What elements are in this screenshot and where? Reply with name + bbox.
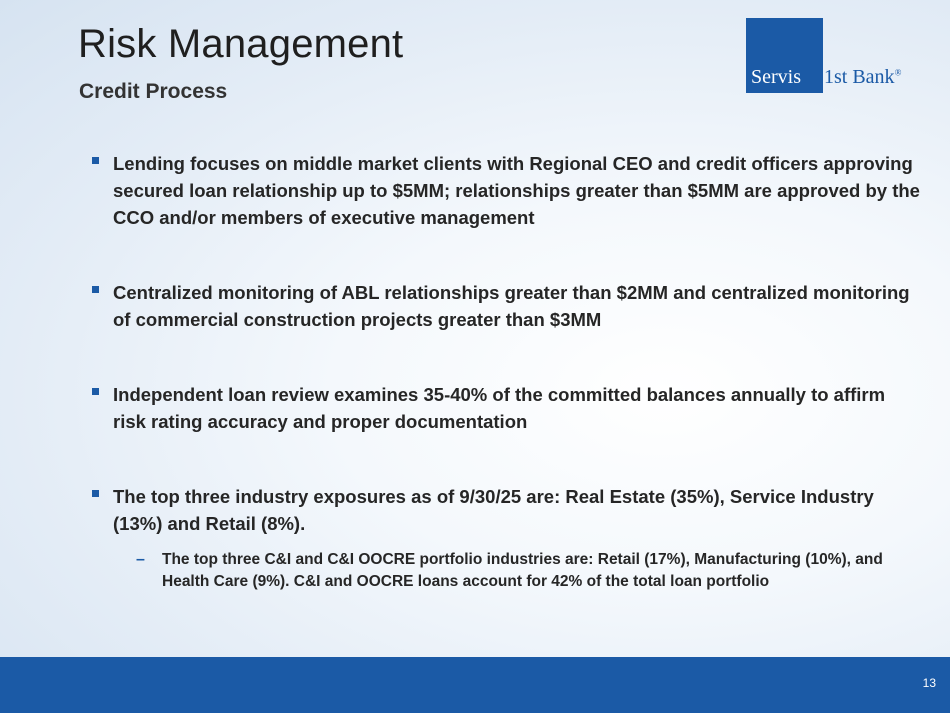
servisfirst-bank-logo [746, 18, 936, 93]
registered-mark: ® [894, 67, 902, 78]
bullet-item [92, 150, 922, 231]
bullet-text: Centralized monitoring of ABL relationships greater than $2MM and centralized monitoring of commercial construction projects greater than $3MM [113, 282, 910, 330]
bullet-item [92, 381, 922, 435]
bullet-text: Independent loan review examines 35-40% of the committed balances annually to affirm risk rating accuracy and proper documentation [113, 384, 886, 432]
square-bullet-icon [92, 388, 99, 395]
bullet-item [92, 483, 922, 537]
bullet-item [92, 279, 922, 333]
footer-bar [0, 657, 950, 713]
slide-subtitle: Credit Process [79, 80, 228, 103]
bullet-text: The top three industry exposures as of 9/30/25 are: Real Estate (35%), Service Industry (13%) and Retail (8%). [113, 486, 874, 534]
slide-title: Risk Management [78, 22, 404, 66]
sub-bullet-item [136, 549, 922, 593]
page-number: 13 [922, 676, 936, 690]
bullet-text: Lending focuses on middle market clients with Regional CEO and credit officers approving secured loan relationship up to $5MM; relationships greater than $5MM are approved by the CCO and/or members of executive management [113, 153, 920, 228]
dash-bullet-icon: – [136, 551, 145, 568]
square-bullet-icon [92, 286, 99, 293]
logo-text-bank [824, 66, 901, 89]
square-bullet-icon [92, 490, 99, 497]
square-bullet-icon [92, 157, 99, 164]
logo-text-1st-bank: 1st Bank [824, 66, 895, 88]
logo-text-servis: Servis [751, 66, 801, 88]
bullet-list [92, 150, 922, 593]
sub-bullet-text: The top three C&I and C&I OOCRE portfolio industries are: Retail (17%), Manufacturing (10%), and Health Care (9%). C&I and OOCRE loans account for 42% of the total loan portfolio [162, 551, 883, 590]
